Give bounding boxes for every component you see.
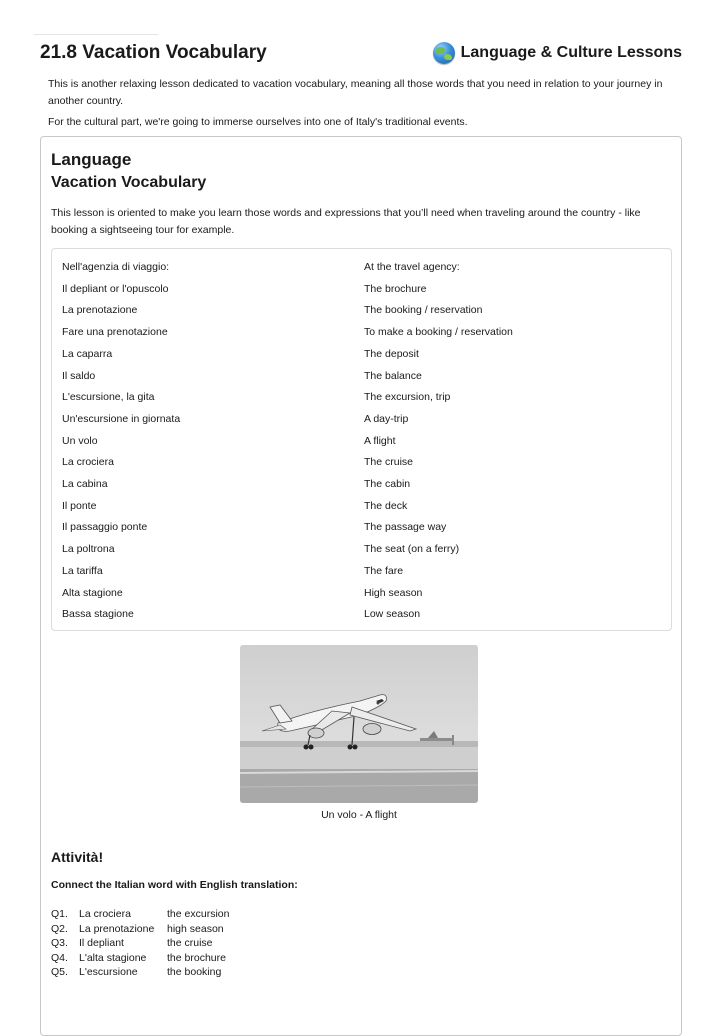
- globe-icon: [433, 42, 455, 64]
- italian-word: Il depliant: [79, 937, 124, 949]
- activity-instruction: Connect the Italian word with English translation:: [51, 879, 298, 891]
- section-heading: Language: [51, 150, 132, 169]
- vocab-row: [52, 456, 671, 472]
- brand-label: Language & Culture Lessons: [460, 44, 682, 61]
- italian-term: Il saldo: [62, 369, 96, 382]
- question-number: Q3.: [51, 937, 68, 949]
- vocab-row: [52, 304, 671, 320]
- section-subheading: Vacation Vocabulary: [51, 174, 207, 191]
- english-term: The deck: [364, 499, 408, 512]
- italian-term: La cabina: [62, 478, 108, 490]
- english-term: The fare: [364, 564, 404, 577]
- vocab-row: [52, 565, 671, 581]
- question-number: Q2.: [51, 922, 68, 935]
- english-word: the brochure: [167, 951, 226, 964]
- vocabulary-table: [51, 248, 672, 631]
- vocab-row: [52, 283, 671, 299]
- vocab-row: [52, 587, 671, 603]
- italian-term: Il depliant or l'opuscolo: [62, 282, 169, 295]
- italian-word: La crociera: [79, 908, 131, 920]
- italian-word: L'alta stagione: [79, 951, 147, 964]
- english-term: A flight: [364, 434, 396, 447]
- english-term: The cruise: [364, 456, 414, 469]
- vocab-row: [52, 413, 671, 429]
- vocab-row: [52, 435, 671, 451]
- language-card: [40, 136, 682, 1036]
- english-term: The deposit: [364, 347, 419, 360]
- airplane-photo: [240, 645, 478, 803]
- intro-paragraph: For the cultural part, we're going to immerse ourselves into one of Italy's traditional events.: [48, 116, 468, 128]
- vocab-row: [52, 478, 671, 494]
- vocab-row: [52, 500, 671, 516]
- english-term: To make a booking / reservation: [364, 326, 513, 339]
- question-number: Q5.: [51, 966, 68, 978]
- english-word: the booking: [167, 966, 222, 978]
- english-term: The excursion, trip: [364, 391, 451, 404]
- italian-term: L'escursione, la gita: [62, 391, 155, 404]
- page-title: 21.8 Vacation Vocabulary: [40, 42, 267, 63]
- top-divider: [34, 34, 158, 35]
- english-term: The cabin: [364, 478, 411, 490]
- english-term: Low season: [364, 608, 421, 621]
- question-number: Q1.: [51, 908, 68, 920]
- vocab-row: [52, 326, 671, 342]
- english-term: High season: [364, 586, 423, 599]
- italian-term: Fare una prenotazione: [62, 326, 168, 339]
- intro-section: [48, 76, 668, 135]
- vocab-row: [52, 370, 671, 386]
- vocab-row: [52, 391, 671, 407]
- vocab-row: [52, 348, 671, 364]
- brand[interactable]: [433, 40, 682, 66]
- italian-term: Bassa stagione: [62, 608, 134, 621]
- intro-paragraph: This is another relaxing lesson dedicated to vacation vocabulary, meaning all those words that you need in relation to your journey in another country.: [48, 78, 663, 107]
- italian-term: La tariffa: [62, 564, 103, 577]
- italian-term: La poltrona: [62, 543, 115, 556]
- italian-term: La prenotazione: [62, 304, 138, 317]
- english-word: high season: [167, 922, 224, 935]
- english-term: The booking / reservation: [364, 304, 483, 317]
- vocab-row: [52, 608, 671, 624]
- english-term: The balance: [364, 369, 422, 382]
- english-term: A day-trip: [364, 412, 409, 425]
- english-word: the excursion: [167, 908, 230, 920]
- vocab-row: [52, 543, 671, 559]
- italian-word: La prenotazione: [79, 922, 155, 935]
- activity-title: Attività!: [51, 849, 104, 865]
- airplane-illustration: [240, 645, 478, 803]
- italian-term: Il passaggio ponte: [62, 521, 148, 534]
- italian-term: La caparra: [62, 347, 113, 360]
- italian-term: Nell'agenzia di viaggio:: [62, 261, 170, 273]
- english-term: The seat (on a ferry): [364, 543, 460, 556]
- english-term: The passage way: [364, 521, 447, 534]
- photo-caption: Un volo - A flight: [321, 809, 397, 821]
- english-term: The brochure: [364, 282, 427, 295]
- italian-term: Un volo: [62, 434, 98, 447]
- italian-term: Un'escursione in giornata: [62, 412, 181, 425]
- english-term: At the travel agency:: [364, 261, 460, 273]
- page-header: [40, 40, 684, 66]
- english-word: the cruise: [167, 937, 213, 949]
- vocab-row: [52, 521, 671, 537]
- italian-term: Il ponte: [62, 499, 97, 512]
- vocab-row: [52, 261, 671, 277]
- italian-term: Alta stagione: [62, 586, 123, 599]
- lesson-description: This lesson is oriented to make you learn those words and expressions that you’ll need when traveling around the country - like booking a sightseeing tour for example.: [51, 207, 641, 236]
- italian-word: L'escursione: [79, 966, 138, 978]
- italian-term: La crociera: [62, 456, 114, 469]
- question-number: Q4.: [51, 951, 68, 964]
